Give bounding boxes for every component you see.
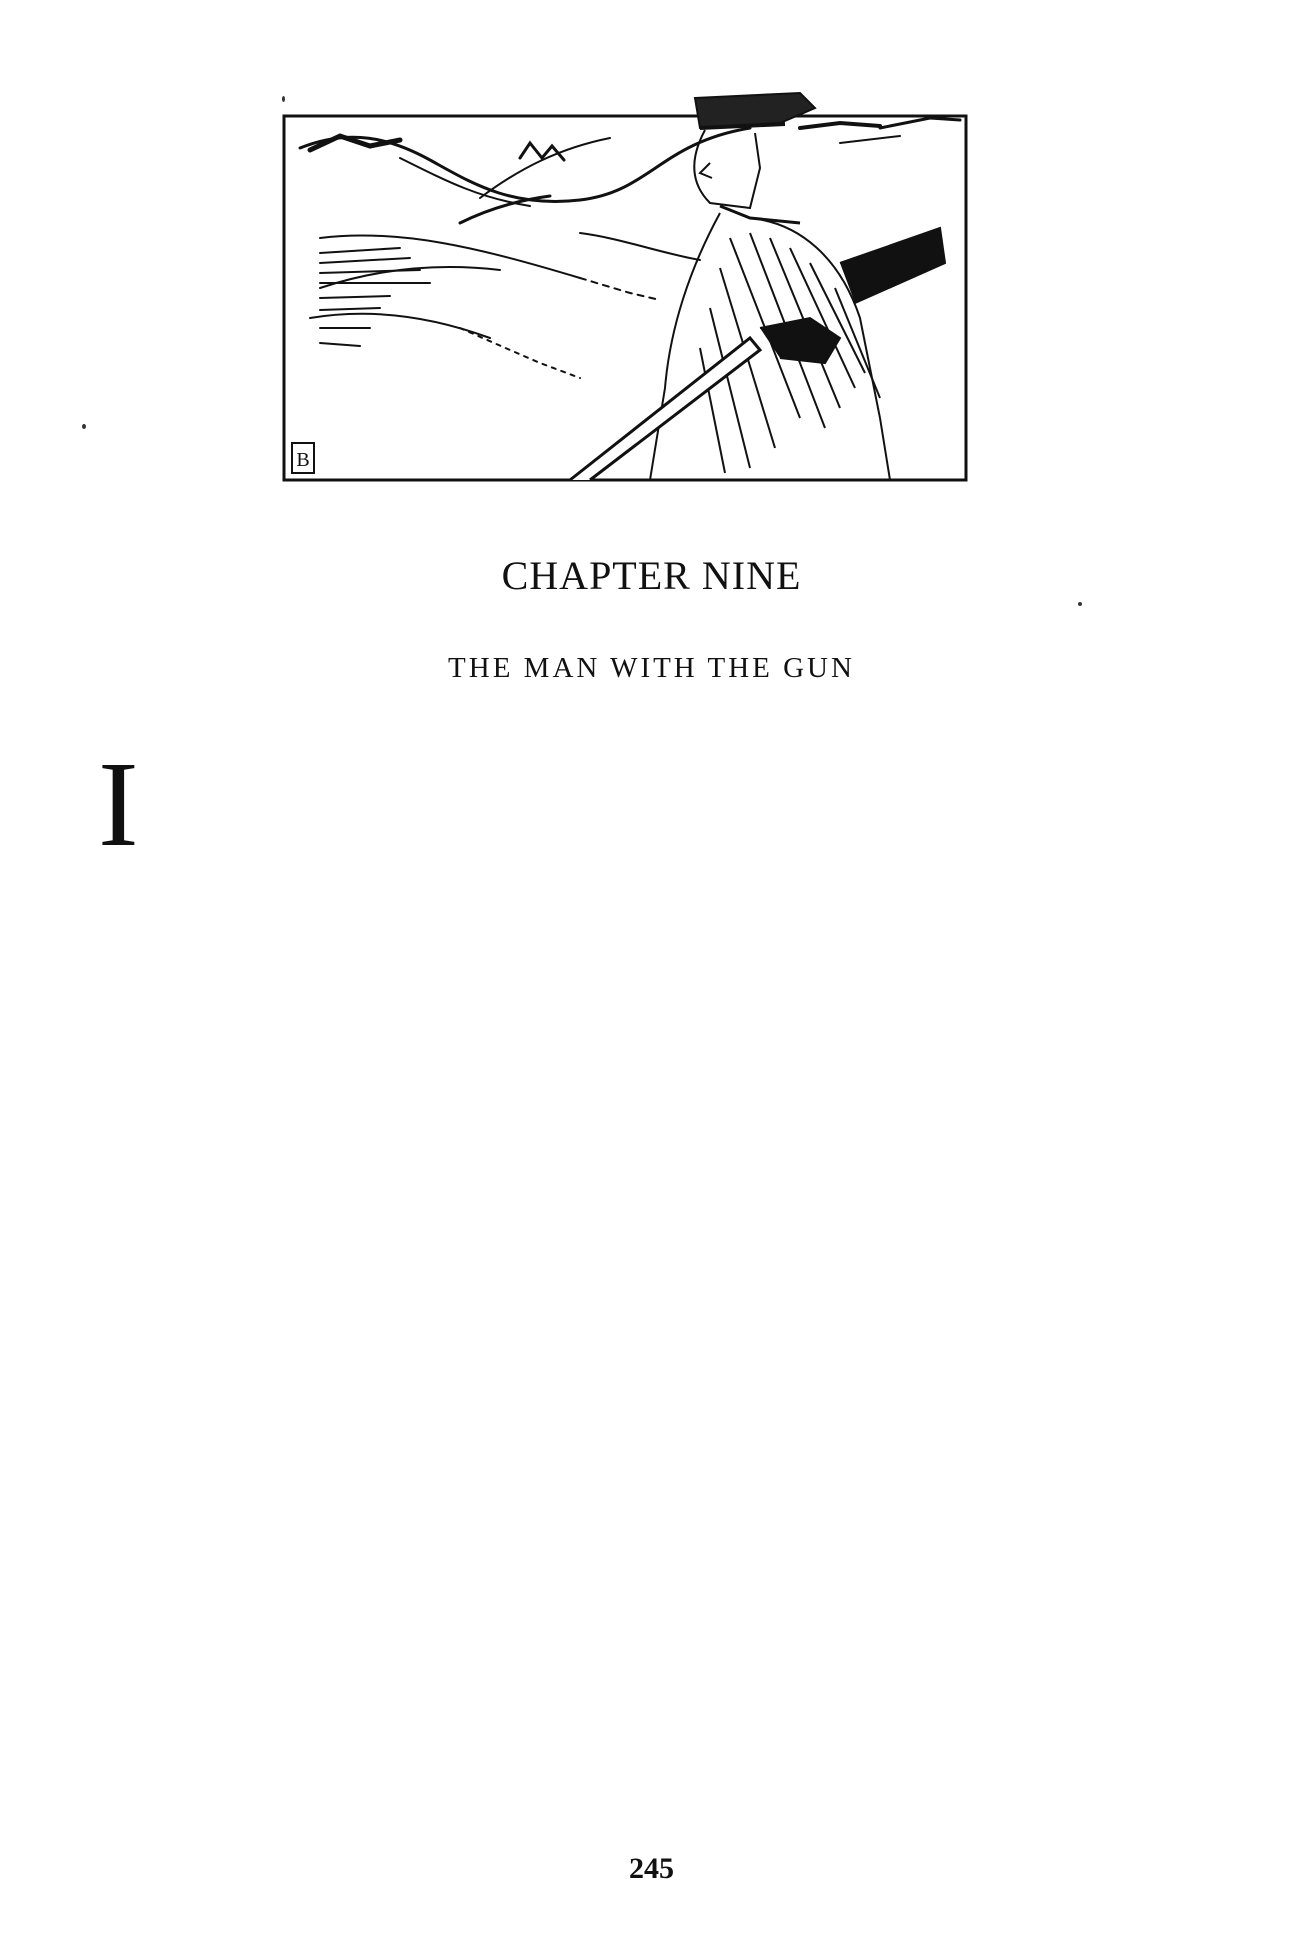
print-speck — [1078, 602, 1082, 606]
artist-monogram — [292, 443, 314, 473]
print-speck — [282, 96, 285, 102]
chapter-subtitle: THE MAN WITH THE GUN — [448, 652, 855, 684]
drop-cap: I — [98, 737, 139, 872]
hunter-landscape-drawing — [280, 88, 970, 483]
page-number: 245 — [629, 1852, 674, 1885]
chapter-title: CHAPTER NINE — [501, 553, 802, 598]
print-speck — [82, 424, 86, 429]
chapter-illustration — [280, 88, 970, 483]
svg-text:B: B — [296, 449, 310, 471]
hunter-figure — [570, 93, 945, 480]
